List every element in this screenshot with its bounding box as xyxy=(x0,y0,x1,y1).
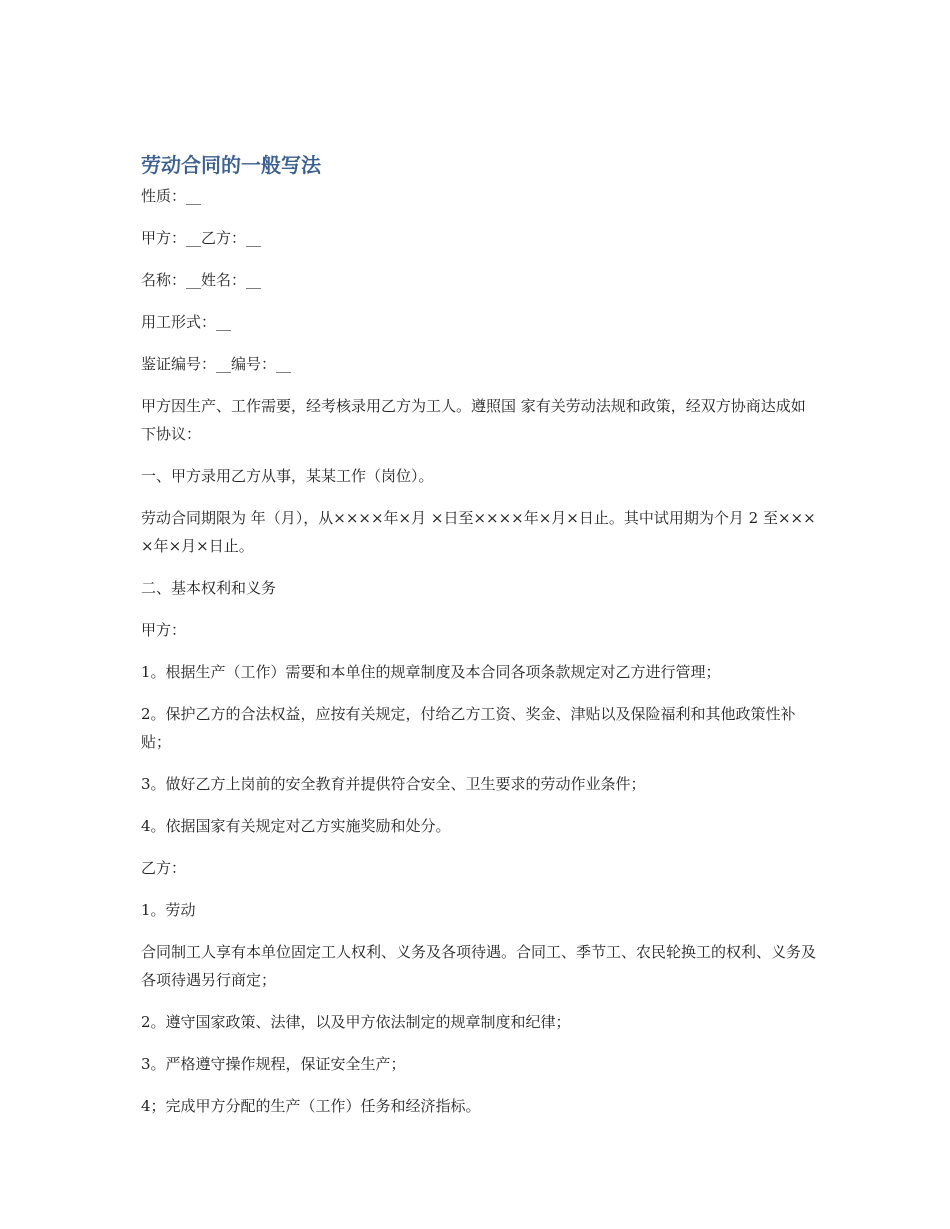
field-verification-number: 鉴证编号：__编号：__ xyxy=(141,355,292,373)
party-a-item-4: 4。依据国家有关规定对乙方实施奖励和处分。 xyxy=(141,817,451,835)
party-b-item-3: 3。严格遵守操作规程，保证安全生产； xyxy=(141,1055,406,1073)
paragraph-contract-term: 劳动合同期限为 年（月），从××××年×月 ×日至××××年×月×日止。其中试用期为个月 2 至××××年×月×日止。 xyxy=(141,509,816,555)
paragraph-preamble: 甲方因生产、工作需要，经考核录用乙方为工人。遵照国 家有关劳动法规和政策，经双方协商达成如下协议： xyxy=(141,397,806,443)
party-a-label: 甲方： xyxy=(141,621,187,639)
party-a-item-3: 3。做好乙方上岗前的安全教育并提供符合安全、卫生要求的劳动作业条件； xyxy=(141,775,646,793)
field-names: 名称：__姓名：__ xyxy=(141,271,262,289)
party-a-item-1: 1。根据生产（工作）需要和本单住的规章制度及本合同各项条款规定对乙方进行管理； xyxy=(141,663,721,681)
party-b-item-2: 2。遵守国家政策、法律，以及甲方依法制定的规章制度和纪律； xyxy=(141,1013,571,1031)
document-title: 劳动合同的一般写法 xyxy=(141,153,321,177)
document-body xyxy=(141,150,816,1134)
section-one-heading: 一、甲方录用乙方从事，某某工作（岗位）。 xyxy=(141,467,434,485)
party-a-item-2: 2。保护乙方的合法权益，应按有关规定，付给乙方工资、奖金、津贴以及保险福利和其他政策性补贴； xyxy=(141,705,796,751)
field-parties: 甲方：__乙方：__ xyxy=(141,229,262,247)
party-b-item-1: 1。劳动 xyxy=(141,901,196,919)
party-b-item-1-detail: 合同制工人享有本单位固定工人权利、义务及各项待遇。合同工、季节工、农民轮换工的权利、义务及各项待遇另行商定； xyxy=(141,943,817,989)
party-b-item-4: 4；完成甲方分配的生产（工作）任务和经济指标。 xyxy=(141,1097,481,1115)
field-nature: 性质：__ xyxy=(141,187,202,205)
field-employment-form: 用工形式：__ xyxy=(141,313,232,331)
section-two-heading: 二、基本权利和义务 xyxy=(141,579,277,597)
party-b-label: 乙方： xyxy=(141,859,187,877)
